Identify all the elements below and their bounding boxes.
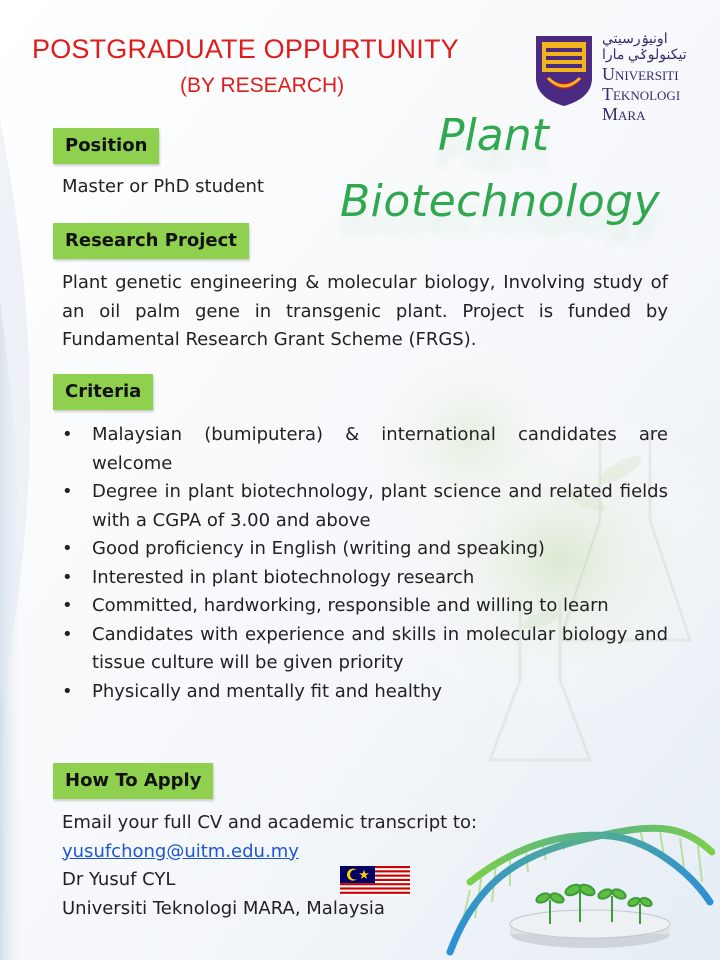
criteria-heading: Criteria xyxy=(53,374,153,410)
email-link[interactable]: yusufchong@uitm.edu.my xyxy=(62,840,299,862)
criteria-item: • Malaysian (bumiputera) & international candidates are welcome xyxy=(62,421,668,478)
criteria-list xyxy=(62,421,668,706)
position-heading: Position xyxy=(53,128,159,164)
university-logo xyxy=(532,32,712,124)
how-to-apply-heading: How To Apply xyxy=(53,763,213,799)
contact-institution: Universiti Teknologi MARA, Malaysia xyxy=(62,897,385,919)
logo-line-2: Teknologi xyxy=(602,84,681,104)
logo-jawi-text: اونيۏرسيتي تيكنولوݢي مارا xyxy=(602,32,687,63)
apply-instruction xyxy=(62,809,477,923)
logo-line-1: Universiti xyxy=(602,64,679,84)
dna-seedling-illustration xyxy=(440,812,715,957)
page-subtitle: (BY RESEARCH) xyxy=(180,74,345,97)
criteria-item: • Good proficiency in English (writing and speaking) xyxy=(62,535,668,564)
research-project-text: Plant genetic engineering & molecular biology, Involving study of an oil palm gene in transgenic plant. Project is funded by Fundamental Research Grant Scheme (FRGS). xyxy=(62,272,668,350)
research-project-heading: Research Project xyxy=(53,223,249,259)
page-title: POSTGRADUATE OPPURTUNITY xyxy=(32,34,459,64)
hero-title-line-1: Plant xyxy=(438,110,549,161)
criteria-item: • Degree in plant biotechnology, plant science and related fields with a CGPA of 3.00 and above xyxy=(62,478,668,535)
contact-name: Dr Yusuf CYL xyxy=(62,869,176,890)
criteria-item: • Physically and mentally fit and healthy xyxy=(62,678,668,707)
hero-title-line-2: Biotechnology xyxy=(340,176,661,227)
uitm-crest-icon xyxy=(532,32,596,108)
position-text: Master or PhD student xyxy=(62,176,264,197)
logo-line-3: Mara xyxy=(602,104,646,124)
criteria-item: • Committed, hardworking, responsible and willing to learn xyxy=(62,592,668,621)
malaysia-flag-icon xyxy=(340,866,410,896)
criteria-item: • Interested in plant biotechnology research xyxy=(62,564,668,593)
apply-instruction-text: Email your full CV and academic transcript to: xyxy=(62,812,478,833)
criteria-item: • Candidates with experience and skills in molecular biology and tissue culture will be given priority xyxy=(62,621,668,678)
